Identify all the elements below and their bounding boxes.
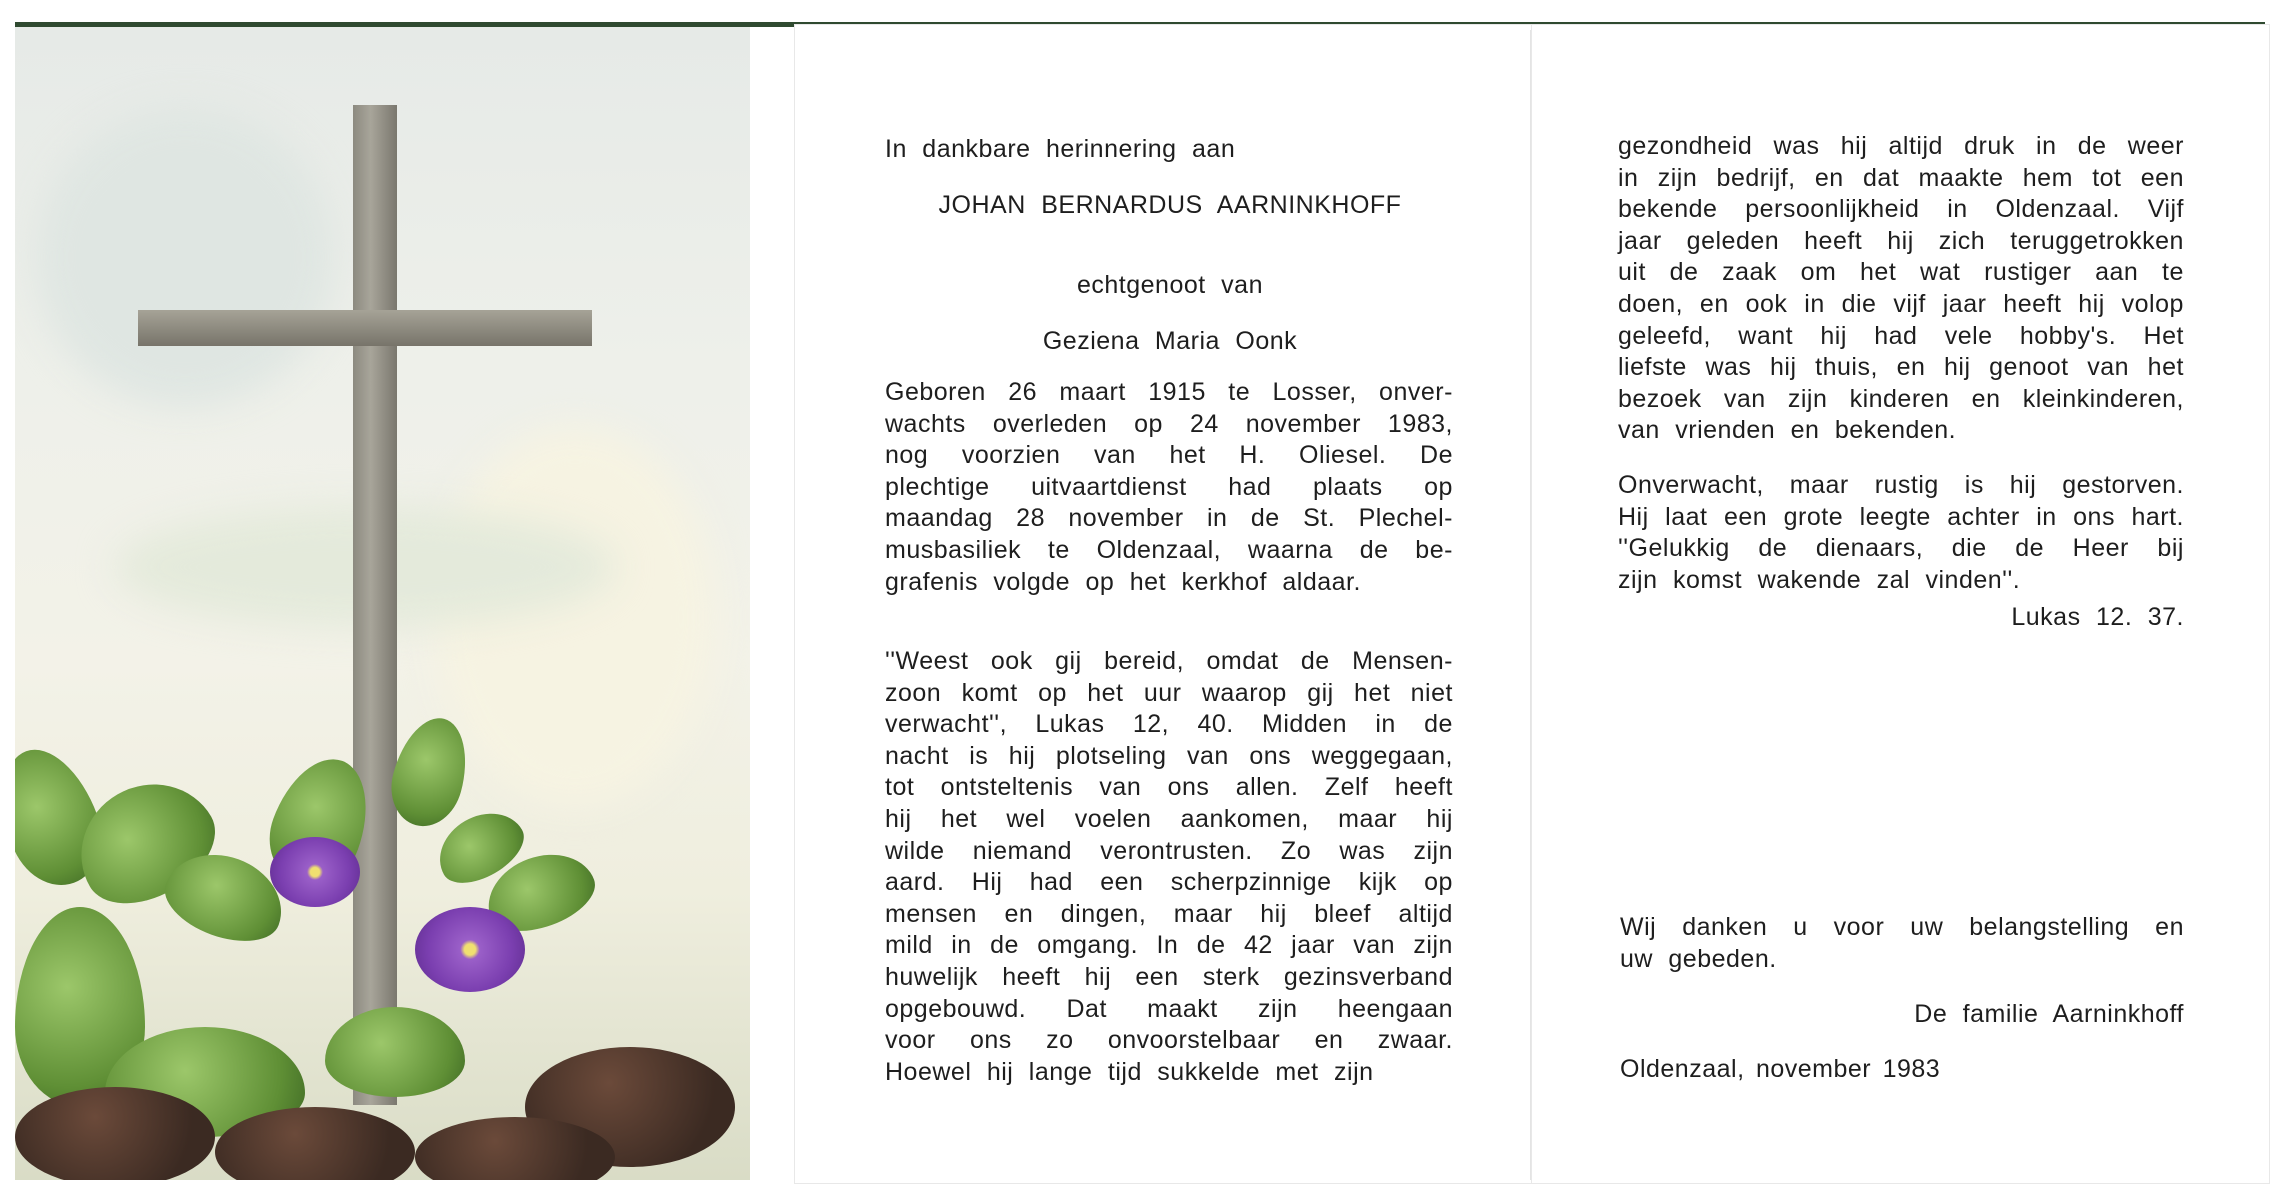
word: van xyxy=(1187,741,1229,770)
word: de xyxy=(1758,534,1788,563)
word: aard. xyxy=(885,868,945,897)
word: 1983, xyxy=(1387,409,1453,438)
word: heeft xyxy=(1804,226,1863,255)
word: had xyxy=(1874,321,1918,350)
word: maar xyxy=(1338,804,1398,833)
word: maart xyxy=(1059,378,1126,406)
word: nog xyxy=(885,441,929,470)
word: had xyxy=(1029,868,1073,897)
text-line xyxy=(885,836,1453,868)
word: 42 xyxy=(1243,931,1273,960)
word: ons xyxy=(1167,773,1210,802)
text-line: grafenis volgde op het kerkhof aldaar. xyxy=(885,567,1361,596)
continuation-paragraph xyxy=(1618,131,2184,447)
word: Lukas xyxy=(1035,710,1105,739)
text-line xyxy=(885,503,1453,535)
word: van xyxy=(1723,384,1766,413)
word: had xyxy=(1228,472,1272,501)
word: het xyxy=(1860,258,1897,287)
word: zijn xyxy=(1787,384,1828,413)
word: tot xyxy=(2092,163,2122,192)
word: ''Weest xyxy=(885,647,969,675)
text-line xyxy=(1618,502,2184,534)
word: in xyxy=(951,931,972,960)
word: in xyxy=(1804,289,1825,318)
thanks-paragraph xyxy=(1620,912,2184,975)
word: opgebouwd. xyxy=(885,994,1027,1023)
word: ook xyxy=(1745,289,1788,318)
word: musbasiliek xyxy=(885,535,1022,564)
word: sterk xyxy=(1202,962,1260,991)
word: een xyxy=(1100,868,1144,897)
word: kinderen xyxy=(1849,384,1950,413)
text-line xyxy=(885,646,1453,678)
word: en xyxy=(1896,353,1926,382)
word: Oldenzaal, xyxy=(1096,535,1222,564)
word: gij xyxy=(1307,678,1334,707)
violet-flower xyxy=(415,907,525,992)
word: die xyxy=(1841,289,1877,318)
word: niet xyxy=(1410,678,1453,707)
word: een xyxy=(2140,163,2184,192)
word: hij xyxy=(1426,804,1453,833)
word: maakte xyxy=(1918,163,2004,192)
word: voor xyxy=(885,1026,936,1055)
word: genoot xyxy=(1989,353,2069,382)
word: was xyxy=(1339,836,1386,865)
word: hij xyxy=(2009,471,2037,499)
text-line xyxy=(885,994,1453,1026)
word: zijn xyxy=(1413,836,1453,865)
word: teruggetrokken xyxy=(2010,226,2184,255)
word: Vijf xyxy=(2147,195,2184,224)
word: is xyxy=(969,741,989,770)
word: Oldenzaal. xyxy=(1995,195,2120,224)
word: bereid, xyxy=(1104,647,1185,675)
word: altijd xyxy=(1888,132,1943,160)
word: en xyxy=(1314,1026,1344,1055)
word: thuis, xyxy=(1815,353,1878,382)
word: komt xyxy=(961,678,1018,707)
word: en xyxy=(2155,913,2184,941)
word: mensen xyxy=(885,899,977,928)
text-line xyxy=(885,678,1453,710)
word: dat xyxy=(1862,163,1900,192)
word: belangstelling xyxy=(1969,913,2130,941)
word: en xyxy=(1814,163,1844,192)
word: om xyxy=(1800,258,1837,287)
word: plechtige xyxy=(885,472,990,501)
word: waarop xyxy=(1201,678,1287,707)
word: van xyxy=(1353,931,1396,960)
word: rustiger xyxy=(1984,258,2072,287)
closing-paragraph xyxy=(1618,470,2184,596)
family-signature: De familie Aarninkhoff xyxy=(1914,1000,2184,1028)
text-line xyxy=(885,962,1453,994)
word: hij xyxy=(1770,353,1797,382)
word: scherpzinnige xyxy=(1170,868,1332,897)
word: voelen xyxy=(1074,804,1152,833)
word: en xyxy=(1699,289,1729,318)
word: danken xyxy=(1682,913,1768,941)
word: voor xyxy=(1833,913,1885,941)
word: Wij xyxy=(1620,913,1657,941)
word: het xyxy=(1087,678,1124,707)
text-line xyxy=(885,899,1453,931)
text-line xyxy=(1618,321,2184,353)
word: tot xyxy=(885,773,915,802)
word: te xyxy=(2162,258,2184,287)
word: te xyxy=(1047,535,1070,564)
text-line xyxy=(885,440,1453,472)
word: Het xyxy=(2143,321,2184,350)
word: zwaar. xyxy=(1377,1026,1453,1055)
word: verwacht'', xyxy=(885,710,1008,739)
text-line xyxy=(885,741,1453,773)
word: hij xyxy=(1260,899,1287,928)
text-line xyxy=(1618,384,2184,416)
word: In xyxy=(1156,931,1179,960)
text-line xyxy=(1618,194,2184,226)
word: de xyxy=(2077,132,2107,160)
word: onver- xyxy=(1379,378,1453,406)
word: leegte xyxy=(1859,502,1931,531)
word: Hij xyxy=(1618,502,1649,531)
intro-text: In dankbare herinnering aan xyxy=(885,135,1236,163)
word: hij xyxy=(1820,321,1847,350)
word: hij xyxy=(1084,962,1112,991)
text-line xyxy=(885,930,1453,962)
word: De xyxy=(1420,441,1453,470)
soil xyxy=(15,1087,215,1180)
background-blur xyxy=(35,107,335,407)
text-line: zijn komst wakende zal vinden''. xyxy=(1618,565,2021,594)
word: bleef xyxy=(1314,899,1371,928)
word: uur xyxy=(1143,678,1182,707)
word: maar xyxy=(1173,899,1233,928)
word: maar xyxy=(1789,471,1849,499)
word: grote xyxy=(1783,502,1844,531)
word: hem xyxy=(2022,163,2073,192)
text-line xyxy=(885,409,1453,441)
word: druk xyxy=(1964,132,2015,160)
word: jaar xyxy=(1942,289,1987,318)
word: wachts xyxy=(885,409,966,438)
word: in xyxy=(2036,502,2057,531)
word: plaats xyxy=(1312,472,1383,501)
word: mild xyxy=(885,931,933,960)
word: hart. xyxy=(2131,502,2184,531)
text-line xyxy=(1620,912,2184,944)
word: Mensen- xyxy=(1352,647,1453,675)
word: Oliesel. xyxy=(1299,441,1387,470)
word: de xyxy=(2015,534,2045,563)
word: te xyxy=(1228,378,1251,406)
word: bij xyxy=(2157,534,2184,563)
spouse-label: echtgenoot van xyxy=(1077,271,1263,299)
text-line xyxy=(885,472,1453,504)
word: persoonlijkheid xyxy=(1745,195,1920,224)
word: hij xyxy=(885,804,912,833)
word: zaak xyxy=(1722,258,1777,287)
word: en xyxy=(1004,899,1034,928)
word: is xyxy=(1964,471,1984,499)
word: wel xyxy=(1006,804,1046,833)
cross-photo xyxy=(15,27,750,1180)
word: jaar xyxy=(1618,226,1662,255)
verse-reference: Lukas 12. 37. xyxy=(2011,603,2184,631)
text-line xyxy=(1618,352,2184,384)
word: altijd xyxy=(1398,899,1453,928)
word: weggegaan, xyxy=(1311,741,1453,770)
word: Geboren xyxy=(885,378,986,406)
word: waarna xyxy=(1247,535,1333,564)
word: gestorven. xyxy=(2062,471,2184,499)
text-line: uw gebeden. xyxy=(1620,944,1777,973)
word: de xyxy=(1250,504,1280,533)
word: in xyxy=(1207,504,1228,533)
word: u xyxy=(1793,913,1808,941)
word: omgang. xyxy=(1037,931,1139,960)
text-line xyxy=(885,867,1453,899)
word: zijn xyxy=(1257,994,1298,1023)
word: liefste xyxy=(1618,353,1687,382)
word: november xyxy=(1245,409,1361,438)
text-line xyxy=(1618,131,2184,163)
word: het xyxy=(2147,353,2184,382)
word: bekende xyxy=(1618,195,1718,224)
deceased-name: JOHAN BERNARDUS AARNINKHOFF xyxy=(938,191,1402,219)
word: hij xyxy=(1944,353,1971,382)
text-line xyxy=(885,377,1453,409)
word: niemand xyxy=(972,836,1073,865)
word: gij xyxy=(1055,647,1082,675)
word: doen, xyxy=(1618,289,1684,318)
word: Heer xyxy=(2072,534,2129,563)
word: heeft xyxy=(1002,962,1061,991)
word: van xyxy=(1099,773,1142,802)
word: het xyxy=(1169,441,1206,470)
word: St. xyxy=(1303,504,1336,533)
word: gezinsverband xyxy=(1283,962,1453,991)
word: een xyxy=(1723,502,1768,531)
word: het xyxy=(1354,678,1391,707)
text-line xyxy=(1618,289,2184,321)
word: was xyxy=(1705,353,1752,382)
word: Midden xyxy=(1262,710,1348,739)
word: zoon xyxy=(885,678,942,707)
word: en xyxy=(1971,384,2001,413)
text-line: van vrienden en bekenden. xyxy=(1618,416,1957,445)
word: vijf xyxy=(1893,289,1926,318)
cross-horizontal-beam xyxy=(138,310,592,346)
word: rustig xyxy=(1874,471,1939,499)
word: wilde xyxy=(885,836,945,865)
word: plotseling xyxy=(1055,741,1167,770)
word: in xyxy=(2036,132,2057,160)
word: weer xyxy=(2127,132,2184,160)
word: de xyxy=(990,931,1019,960)
word: 12, xyxy=(1132,710,1170,739)
word: aan xyxy=(2095,258,2139,287)
word: bezoek xyxy=(1618,384,1702,413)
text-line xyxy=(1618,470,2184,502)
word: op xyxy=(1038,678,1067,707)
word: 40. xyxy=(1197,710,1234,739)
word: Zelf xyxy=(1324,773,1369,802)
word: omdat xyxy=(1206,647,1279,675)
word: allen. xyxy=(1235,773,1299,802)
word: geleefd, xyxy=(1618,321,1711,350)
word: die xyxy=(1951,534,1987,563)
word: een xyxy=(1135,962,1179,991)
word: ontsteltenis xyxy=(940,773,1074,802)
word: hij xyxy=(1840,132,1868,160)
word: Hij xyxy=(971,868,1003,897)
text-line xyxy=(885,1025,1453,1057)
word: in xyxy=(1375,710,1396,739)
text-line xyxy=(885,535,1453,567)
word: hij xyxy=(1008,741,1036,770)
text-line xyxy=(1618,257,2184,289)
word: ook xyxy=(990,647,1033,675)
word: hij xyxy=(2078,289,2105,318)
cross-vertical-beam xyxy=(353,105,397,1105)
word: november xyxy=(1068,504,1184,533)
word: aankomen, xyxy=(1180,804,1309,833)
word: uitvaartdienst xyxy=(1031,472,1187,501)
word: van xyxy=(2087,353,2130,382)
word: 24 xyxy=(1189,409,1219,438)
word: Dat xyxy=(1066,994,1107,1023)
word: dingen, xyxy=(1060,899,1147,928)
word: nacht xyxy=(885,741,949,770)
leaf xyxy=(325,1007,465,1097)
text-line xyxy=(1618,163,2184,195)
word: huwelijk xyxy=(885,962,978,991)
word: ons xyxy=(2073,502,2115,531)
text-line xyxy=(1618,226,2184,258)
word: maakt xyxy=(1147,994,1218,1023)
word: de xyxy=(1424,710,1453,739)
word: de xyxy=(1300,647,1330,675)
word: in xyxy=(1618,163,1639,192)
word: zijn xyxy=(1413,931,1453,960)
word: hij xyxy=(1887,226,1914,255)
word: heengaan xyxy=(1337,994,1453,1023)
text-line xyxy=(1618,533,2184,565)
text-line: Hoewel hij lange tijd sukkelde met zijn xyxy=(885,1057,1374,1086)
word: zo xyxy=(1046,1026,1074,1055)
word: ons xyxy=(1249,741,1292,770)
word: wat xyxy=(1919,258,1961,287)
word: kijk xyxy=(1358,868,1397,897)
word: be- xyxy=(1415,535,1453,564)
word: heeft xyxy=(1394,773,1453,802)
place-date: Oldenzaal, november 1983 xyxy=(1620,1055,1941,1083)
word: vele xyxy=(1944,321,1993,350)
word: was xyxy=(1773,132,1820,160)
word: 28 xyxy=(1016,504,1045,533)
word: op xyxy=(1424,868,1453,897)
word: voorzien xyxy=(961,441,1061,470)
reflection-paragraph xyxy=(885,646,1453,1088)
word: Plechel- xyxy=(1358,504,1453,533)
word: overleden xyxy=(992,409,1108,438)
word: ''Gelukkig xyxy=(1618,534,1730,563)
word: zich xyxy=(1938,226,1986,255)
word: onvoorstelbaar xyxy=(1107,1026,1281,1055)
text-line xyxy=(885,804,1453,836)
word: de xyxy=(1669,258,1699,287)
text-line xyxy=(885,772,1453,804)
word: gezondheid xyxy=(1618,132,1753,160)
word: bedrijf, xyxy=(1716,163,1796,192)
word: kleinkinderen, xyxy=(2022,384,2184,413)
word: de xyxy=(1359,535,1389,564)
word: het xyxy=(940,804,978,833)
word: maandag xyxy=(885,504,993,533)
text-line xyxy=(885,709,1453,741)
word: de xyxy=(1196,931,1226,960)
word: achter xyxy=(1947,502,2020,531)
word: verontrusten. xyxy=(1100,836,1253,865)
word: volop xyxy=(2121,289,2184,318)
word: heeft xyxy=(2003,289,2062,318)
word: zijn xyxy=(1657,163,1698,192)
word: geleden xyxy=(1686,226,1780,255)
word: Zo xyxy=(1280,836,1312,865)
word: jaar xyxy=(1291,931,1335,960)
word: uit xyxy=(1618,258,1646,287)
word: in xyxy=(1947,195,1968,224)
word: Onverwacht, xyxy=(1618,471,1764,499)
word: dienaars, xyxy=(1815,534,1924,563)
word: op xyxy=(1134,409,1163,438)
violet-flower xyxy=(270,837,360,907)
spouse-name: Geziena Maria Oonk xyxy=(1042,327,1298,355)
word: 1915 xyxy=(1148,378,1206,406)
word: ons xyxy=(969,1026,1012,1055)
word: op xyxy=(1424,472,1453,501)
biography-paragraph xyxy=(885,377,1453,598)
word: 26 xyxy=(1008,378,1038,406)
word: uw xyxy=(1910,913,1944,941)
word: hobby's. xyxy=(2019,321,2117,350)
card-fold xyxy=(1530,30,1531,1180)
word: laat xyxy=(1665,502,1708,531)
word: Losser, xyxy=(1272,378,1357,406)
word: want xyxy=(1738,321,1794,350)
word: van xyxy=(1094,441,1136,470)
word: H. xyxy=(1239,441,1266,470)
